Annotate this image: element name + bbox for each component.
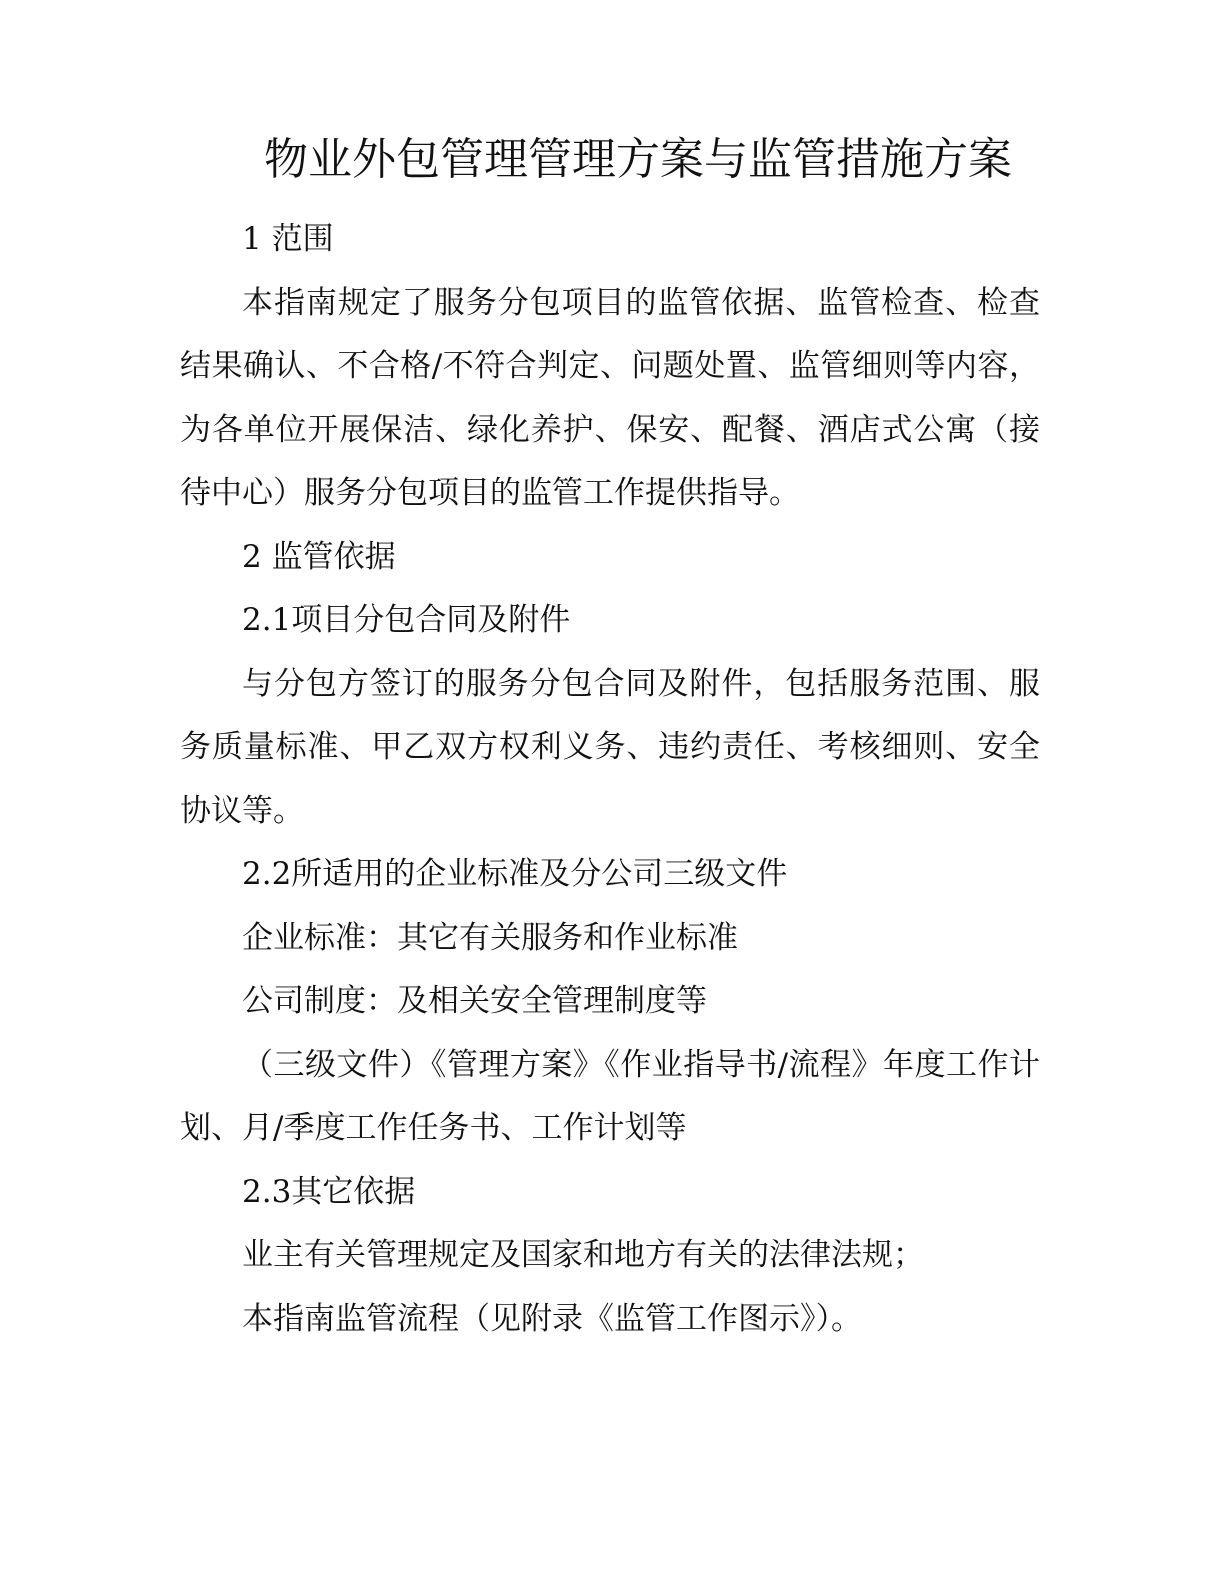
subsection-heading-other-basis: 2.3其它依据 <box>242 1173 416 1210</box>
document-title: 物业外包管理管理方案与监管措施方案 <box>264 134 1012 185</box>
paragraph-company-rules: 公司制度：及相关安全管理制度等 <box>242 983 707 1019</box>
paragraph-contract-description: 与分包方签订的服务分包合同及附件，包括服务范围、服务质量标准、甲乙双方权利义务、违约责任、考核细则、安全协议等。 <box>180 665 1040 829</box>
paragraph-level-three-files: （三级文件）《管理方案》《作业指导书/流程》年度工作计划、月/季度工作任务书、工作计划等 <box>180 1046 1040 1146</box>
paragraph-laws-regulations: 业主有关管理规定及国家和地方有关的法律法规； <box>242 1237 924 1273</box>
section-heading-scope: 1 范围 <box>242 221 334 257</box>
subsection-heading-contract: 2.1项目分包合同及附件 <box>242 602 571 638</box>
paragraph-scope-description: 本指南规定了服务分包项目的监管依据、监管检查、检查结果确认、不合格/不符合判定、问题处置、监管细则等内容，为各单位开展保洁、绿化养护、保安、配餐、酒店式公寓（接待中心）服务分包项目的监管工作提供指导。 <box>180 284 1040 511</box>
section-heading-basis: 2 监管依据 <box>242 538 396 575</box>
subsection-heading-standards: 2.2所适用的企业标准及分公司三级文件 <box>242 856 788 892</box>
paragraph-supervision-flow: 本指南监管流程（见附录《监管工作图示》）。 <box>242 1300 862 1337</box>
paragraph-enterprise-standards: 企业标准：其它有关服务和作业标准 <box>242 919 738 956</box>
document-body <box>180 208 1040 1351</box>
